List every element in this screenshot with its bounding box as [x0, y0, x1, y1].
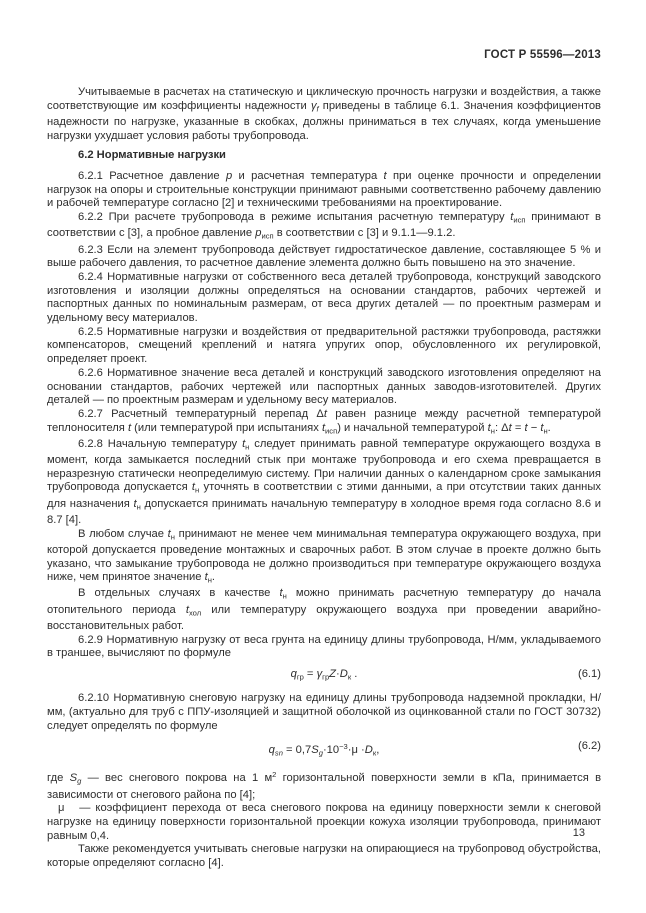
paragraph: Учитываемые в расчетах на статическую и циклическую прочность нагрузки и воздействия, а также соответствующие им коэффициенты надежности $\gamma_f$ приведены в таблице 6.1. Значения коэффициентов надежности по нагрузке, указанные в скобках, должны приниматься в тех случаях, когда уменьшение нагрузки ухудшает условия работы трубопровода.: [47, 86, 601, 142]
formula-number: (6.1): [577, 667, 601, 680]
paragraph: 6.2.10 Нормативную снеговую нагрузку на единицу длины трубопровода надземной прокладки, Н/мм, (актуально для труб с ППУ-изоляцией и защитной оболочкой из оцинкованной стали по ГОСТ 30732) следует определять по формуле: [47, 692, 601, 732]
formula-body: $q_{гр} = \gamma_{гр}Z\cdot D_к$ .: [290, 667, 358, 682]
paragraph: 6.2.8 Начальную температуру $t_н$ следует принимать равной температуре окружающего воздуха в момент, когда замыкается последний стык при монтаже трубопровода и его схема превращается в неразрезную статически неопределимую систему. При наличии данных о календарном сроке замыкания трубопровода допускается $t_н$ уточнять в соответствии с этими данными, а при отсутствии таких данных для назначения $t_н$ допускается принимать начальную температуру в холодное время года согласно 8.6 и 8.7 [4].: [47, 437, 601, 526]
paragraph: μ — коэффициент перехода от веса снегового покрова на единицу поверхности земли к снеговой нагрузке на единицу поверхности горизонтальной проекции кожуха изоляции трубопровода, принимают равным 0,4.: [47, 802, 601, 842]
formula: [47, 661, 601, 692]
paragraph: 6.2.6 Нормативное значение веса деталей и конструкций заводского изготовления определяют на основании стандартов, рабочих чертежей или паспортных данных заводов-изготовителей. Других деталей — по проектным размерам и удельному весу материалов.: [47, 366, 601, 407]
paragraph: 6.2.1 Расчетное давление p и расчетная температура t при оценке прочности и определении нагрузок на опоры и строительные конструкции принимают равными соответственно рабочему давлению и рабочей температуре согласно [2] и техническими требованиями на проектирование.: [47, 170, 602, 210]
paragraph: где $S_g$ — вес снегового покрова на 1 $м^2$ горизонтальной поверхности земли в кПа, принимается в зависимости от снегового района по [4];: [47, 770, 602, 801]
paragraph: 6.2.3 Если на элемент трубопровода действует гидростатическое давление, составляющее 5 % и выше рабочего давления, то расчетное давление элемента должно быть повышено на это значение.: [47, 243, 601, 270]
formula-body: $q_{sn} = 0,7S_g\cdot 10^{-3}\cdot\mu \cdot D_к$,: [268, 742, 380, 758]
formula: [47, 733, 601, 768]
paragraph: Также рекомендуется учитывать снеговые нагрузки на опирающиеся на трубопровод обустройства, которые определяют согласно [4].: [47, 843, 601, 870]
paragraph: 6.2.7 Расчетный температурный перепад Δt равен разнице между расчетной температурой теплоносителя t (или температурой при испытаниях $t_{исп}$) и начальной температурой $t_н$: $\Delta t = t - t_н$.: [47, 407, 602, 436]
paragraph: 6.2.5 Нормативные нагрузки и воздействия от предварительной растяжки трубопровода, растяжки компенсаторов, смещений креплений и натяга упругих опор, обусловленного их регулировкой, определяет проект.: [47, 325, 601, 366]
section-heading: 6.2 Нормативные нагрузки: [78, 149, 226, 162]
paragraph: 6.2.9 Нормативную нагрузку от веса грунта на единицу длины трубопровода, Н/мм, укладываемого в траншее, вычисляют по формуле: [47, 633, 601, 660]
paragraph: 6.2.4 Нормативные нагрузки от собственного веса деталей трубопровода, конструкций заводского изготовления и изоляции должны определяться на основании стандартов, рабочих чертежей и паспортных данных по номинальным размерам, от веса других деталей — по проектным размерам и удельному весу материалов.: [47, 270, 601, 325]
paragraph: В отдельных случаях в качестве $t_н$ можно принимать расчетную температуру до начала отопительного периода $t_{хол}$ или температуру окружающего воздуха при проведении аварийно-восстановительных работ.: [47, 587, 602, 632]
paragraph: В любом случае $t_н$ принимают не менее чем минимальная температура окружающего воздуха, при которой допускается проведение монтажных и сварочных работ. В этом случае в проекте должно быть указано, что замыкание трубопровода не должно производиться при температуре окружающего воздуха ниже, чем принятое значение $t_н$.: [47, 527, 601, 585]
document-body: [47, 86, 601, 871]
paragraph: 6.2.2 При расчете трубопровода в режиме испытания расчетную температуру $t_{исп}$ принимают в соответствии с [3], а пробное давление $p_{исп}$ в соответствии с [3] и 9.1.1—9.1.2.: [47, 211, 601, 241]
page-number: 13: [572, 827, 585, 839]
running-header: ГОСТ Р 55596—2013: [484, 49, 601, 61]
formula-number: (6.2): [577, 740, 601, 753]
